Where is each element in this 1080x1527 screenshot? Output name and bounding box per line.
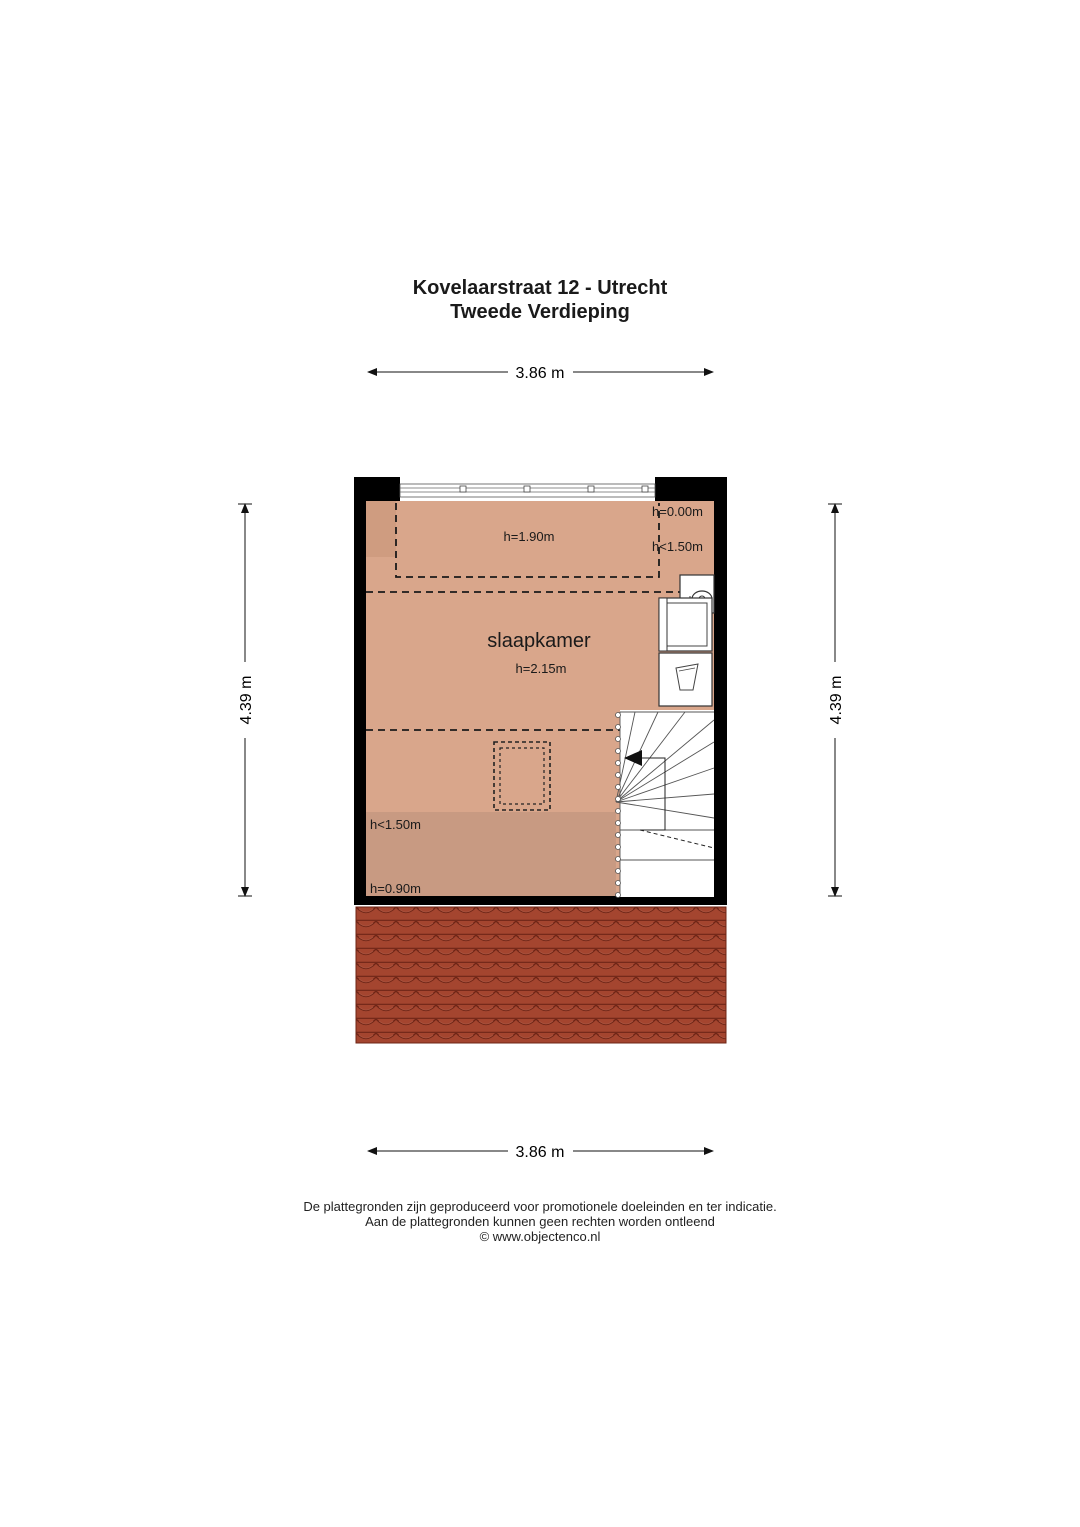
dimension-top-label: 3.86 m: [515, 365, 565, 382]
disclaimer-line-1: De plattegronden zijn geproduceerd voor promotionele doeleinden en ter indicatie.: [303, 1199, 777, 1214]
bottom-left-eave-height: h=0.90m: [370, 881, 421, 896]
room-name: slaapkamer: [487, 630, 591, 652]
staircase: [616, 710, 715, 898]
dimension-right-label: 4.39 m: [828, 675, 845, 725]
dimension-left-label: 4.39 m: [238, 675, 255, 725]
dryer: [659, 653, 712, 706]
dormer-height: h=1.90m: [503, 529, 555, 544]
dimension-bottom-label: 3.86 m: [515, 1144, 565, 1161]
dimension-left: [238, 504, 255, 896]
washing-machine: [659, 598, 712, 651]
copyright-link[interactable]: © www.objectenco.nl: [479, 1229, 601, 1244]
floor-title: Tweede Verdieping: [450, 301, 630, 323]
top-right-low-height: h<1.50m: [652, 539, 703, 554]
dimension-top: [368, 365, 713, 382]
bottom-left-low-height: h<1.50m: [370, 817, 421, 832]
window: [400, 484, 655, 497]
disclaimer-line-2: Aan de plattegronden kunnen geen rechten worden ontleend: [365, 1214, 715, 1229]
top-right-zero-height: h=0.00m: [652, 504, 703, 519]
address-title: Kovelaarstraat 12 - Utrecht: [412, 277, 668, 299]
corner-shade: [366, 501, 396, 557]
dimension-bottom: [368, 1144, 713, 1161]
room-height: h=2.15m: [515, 661, 567, 676]
dimension-right: [828, 504, 845, 896]
roof-tiles: [356, 907, 726, 1043]
